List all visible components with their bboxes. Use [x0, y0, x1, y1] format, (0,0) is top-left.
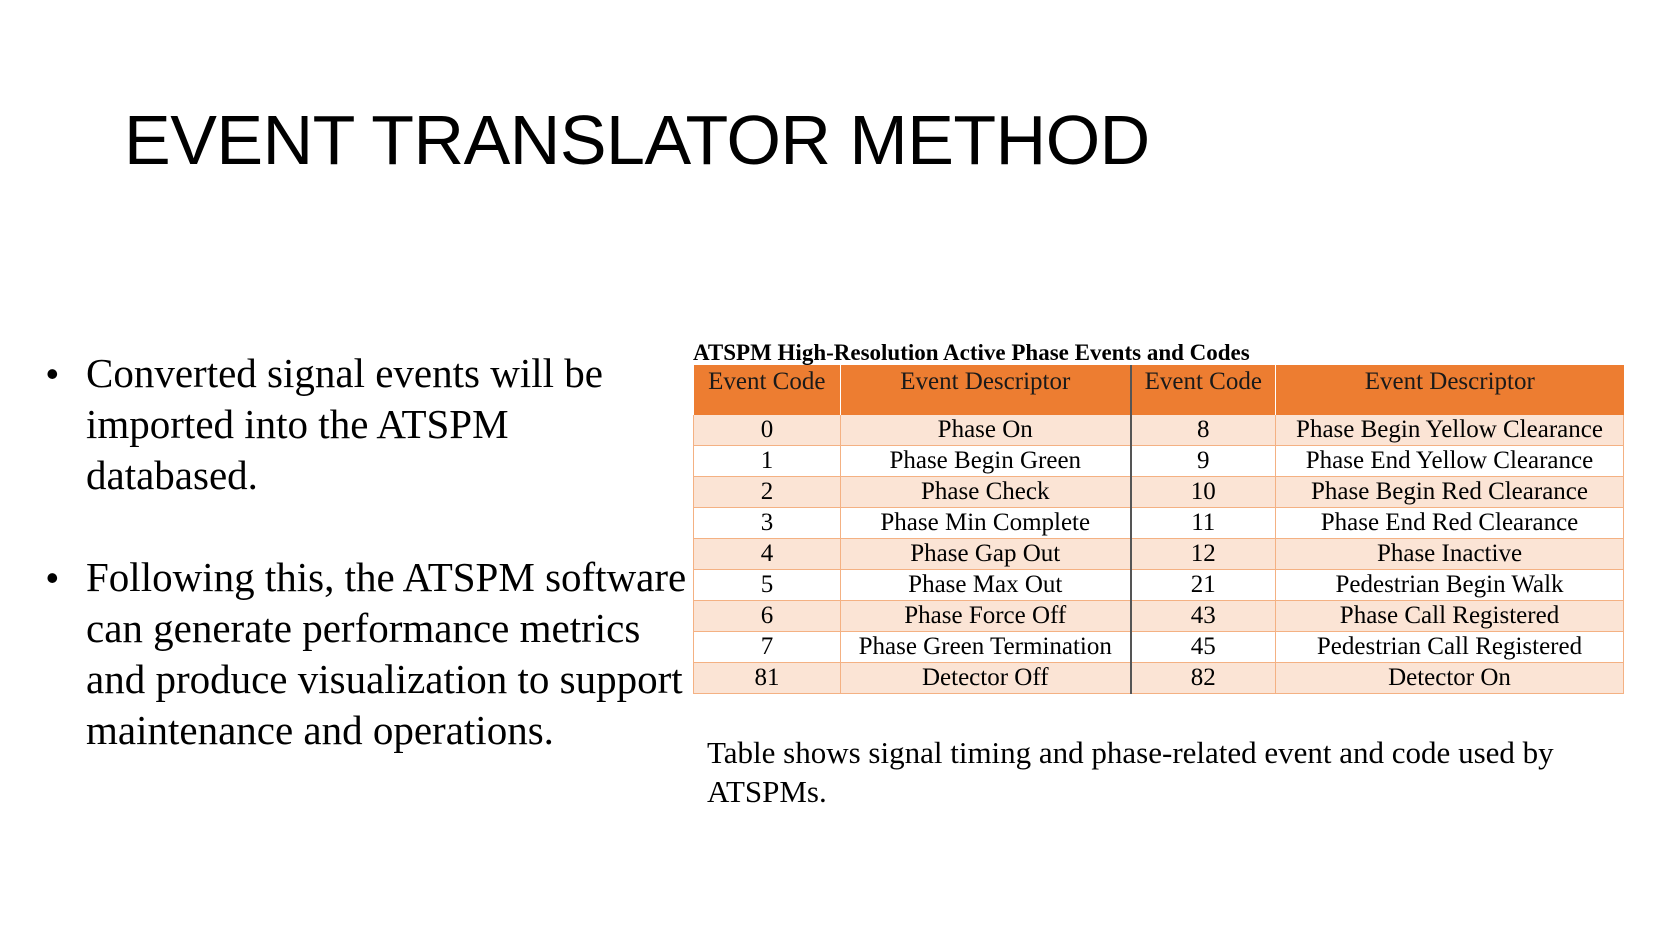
header-cell: Event Code — [1131, 365, 1276, 415]
table-row — [694, 539, 1624, 570]
table-cell: Phase Begin Red Clearance — [1276, 477, 1624, 508]
table-cell: Phase Begin Green — [841, 446, 1131, 477]
table-cell: Detector On — [1276, 663, 1624, 694]
bullet-dot-icon: • — [46, 353, 59, 394]
table-cell: Pedestrian Call Registered — [1276, 632, 1624, 663]
table-cell: Detector Off — [841, 663, 1131, 694]
table-row — [694, 415, 1624, 446]
table-cell: Pedestrian Begin Walk — [1276, 570, 1624, 601]
slide-title: EVENT TRANSLATOR METHOD — [124, 101, 1150, 179]
table-cell: Phase On — [841, 415, 1131, 446]
event-code-table — [693, 365, 1624, 694]
table-row — [694, 601, 1624, 632]
table-row — [694, 570, 1624, 601]
header-cell: Event Code — [694, 365, 841, 415]
table-cell: 45 — [1131, 632, 1276, 663]
table-cell: 7 — [694, 632, 841, 663]
table-cell: Phase Max Out — [841, 570, 1131, 601]
bullet-dot-icon: • — [46, 557, 59, 598]
table-cell: 6 — [694, 601, 841, 632]
table-cell: 82 — [1131, 663, 1276, 694]
bullet-list — [38, 348, 688, 756]
table-cell: 1 — [694, 446, 841, 477]
bullet-item — [38, 552, 688, 756]
table-cell: Phase Check — [841, 477, 1131, 508]
bullet-item — [38, 348, 688, 501]
table-cell: 8 — [1131, 415, 1276, 446]
table-cell: Phase Begin Yellow Clearance — [1276, 415, 1624, 446]
table-cell: 2 — [694, 477, 841, 508]
table-cell: 0 — [694, 415, 841, 446]
table-caption: ATSPM High-Resolution Active Phase Events and Codes — [693, 340, 1250, 365]
table-cell: Phase End Red Clearance — [1276, 508, 1624, 539]
table-cell: 4 — [694, 539, 841, 570]
table-cell: 21 — [1131, 570, 1276, 601]
table-cell: Phase Min Complete — [841, 508, 1131, 539]
table-header-row — [694, 365, 1624, 415]
bullet-text: Converted signal events will be imported into the ATSPM databased. — [86, 350, 603, 498]
bullet-text: Following this, the ATSPM software can generate performance metrics and produce visualization to support maintenance and operations. — [86, 554, 687, 753]
table-cell: Phase Call Registered — [1276, 601, 1624, 632]
table-cell: Phase Gap Out — [841, 539, 1131, 570]
table-row — [694, 446, 1624, 477]
table-body — [694, 415, 1624, 694]
table-cell: 12 — [1131, 539, 1276, 570]
table-cell: 3 — [694, 508, 841, 539]
table-cell: Phase Force Off — [841, 601, 1131, 632]
table-cell: Phase Inactive — [1276, 539, 1624, 570]
table-cell: Phase End Yellow Clearance — [1276, 446, 1624, 477]
header-cell: Event Descriptor — [1276, 365, 1624, 415]
table-row — [694, 477, 1624, 508]
header-cell: Event Descriptor — [841, 365, 1131, 415]
table-row — [694, 663, 1624, 694]
table-cell: 9 — [1131, 446, 1276, 477]
table-cell: 5 — [694, 570, 841, 601]
table-row — [694, 508, 1624, 539]
table-cell: 11 — [1131, 508, 1276, 539]
table-cell: 81 — [694, 663, 841, 694]
table-note: Table shows signal timing and phase-related event and code used by ATSPMs. — [707, 735, 1554, 809]
table-row — [694, 632, 1624, 663]
table-cell: 43 — [1131, 601, 1276, 632]
table-cell: 10 — [1131, 477, 1276, 508]
table-cell: Phase Green Termination — [841, 632, 1131, 663]
